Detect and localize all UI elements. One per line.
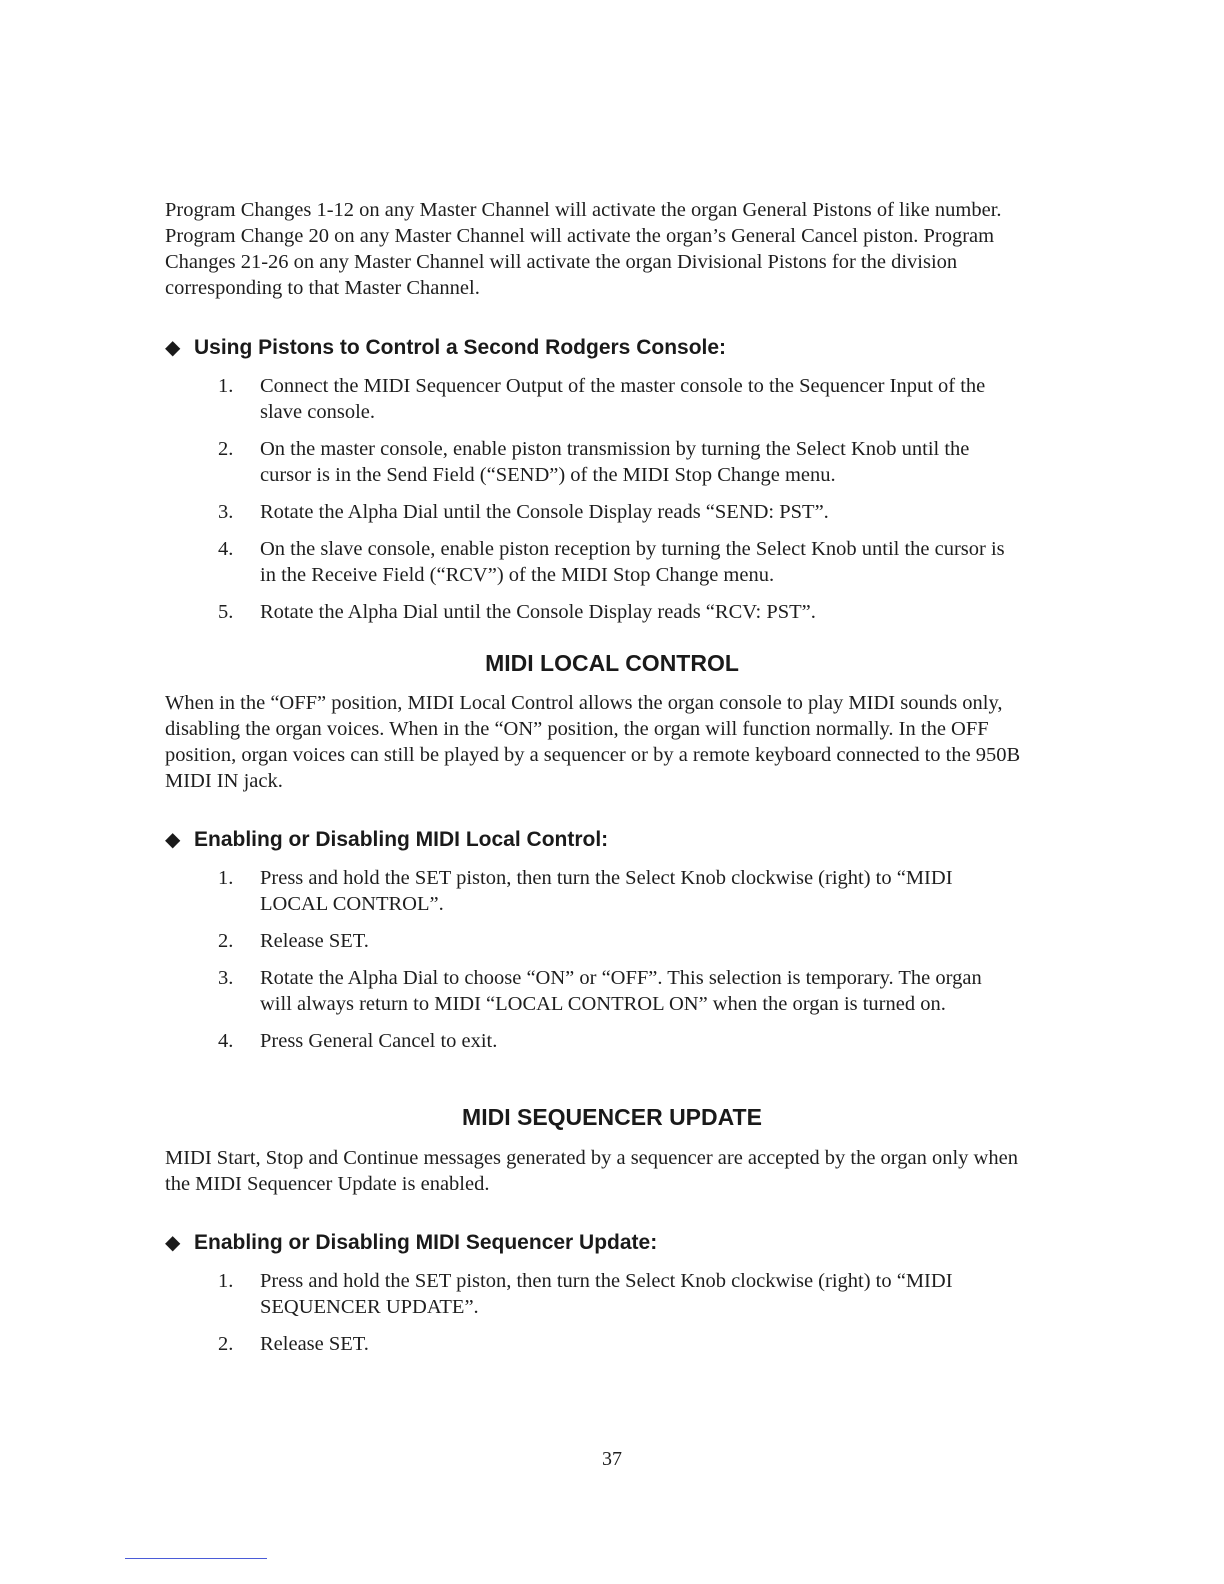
pistons-subheading [165,335,726,361]
step-text: Press and hold the SET piston, then turn the Select Knob clockwise (right) to “MIDI LOCAL CONTROL”. [260,867,953,915]
list-item [218,928,1018,954]
list-item [218,373,1018,425]
step-number: 1. [218,867,234,889]
footer-divider [125,1558,267,1559]
step-text: Connect the MIDI Sequencer Output of the master console to the Sequencer Input of the slave console. [260,375,986,423]
local-control-subheading-text: Enabling or Disabling MIDI Local Control: [194,828,609,851]
sequencer-update-title: MIDI SEQUENCER UPDATE [462,1104,762,1130]
list-item [218,1028,1018,1054]
list-item [218,965,1018,1017]
list-item [218,1331,1018,1357]
list-item [218,436,1018,488]
step-text: Rotate the Alpha Dial until the Console Display reads “RCV: PST”. [260,601,816,623]
step-text: Press and hold the SET piston, then turn the Select Knob clockwise (right) to “MIDI SEQUENCER UPDATE”. [260,1270,953,1318]
list-item [218,536,1018,588]
bullet-diamond-icon: ◆ [165,1232,181,1254]
pistons-subheading-text: Using Pistons to Control a Second Rodgers Console: [194,336,727,359]
page-number: 37 [602,1448,622,1470]
step-number: 4. [218,538,234,560]
step-number: 3. [218,967,234,989]
sequencer-update-paragraph: MIDI Start, Stop and Continue messages generated by a sequencer are accepted by the organ only when the MIDI Sequencer Update is enabled. [165,1147,1018,1195]
local-control-steps-list [218,865,1018,1065]
bullet-diamond-icon: ◆ [165,829,181,851]
list-item [218,499,1018,525]
intro-paragraph: Program Changes 1-12 on any Master Channel will activate the organ General Pistons of like number. Program Change 20 on any Master Channel will activate the organ’s General Cancel piston. Program Changes 21-26 on any Master Channel will activate the organ Divisional Pistons for the division corresponding to that Master Channel. [165,199,1002,299]
sequencer-update-subheading [165,1230,657,1256]
step-number: 2. [218,930,234,952]
step-number: 5. [218,601,234,623]
list-item [218,865,1018,917]
list-item [218,599,1018,625]
local-control-paragraph: When in the “OFF” position, MIDI Local Control allows the organ console to play MIDI sounds only, disabling the organ voices. When in the “ON” position, the organ will function normally. In the OFF position, organ voices can still be played by a sequencer or by a remote keyboard connected to the 950B MIDI IN jack. [165,692,1021,792]
step-text: Release SET. [260,930,369,952]
step-number: 2. [218,1333,234,1355]
step-text: Rotate the Alpha Dial to choose “ON” or “OFF”. This selection is temporary. The organ will always return to MIDI “LOCAL CONTROL ON” when the organ is turned on. [260,967,982,1015]
list-item [218,1268,1018,1320]
pistons-steps-list [218,373,1018,636]
step-number: 3. [218,501,234,523]
step-text: Press General Cancel to exit. [260,1030,498,1052]
step-number: 4. [218,1030,234,1052]
step-text: On the master console, enable piston transmission by turning the Select Knob until the cursor is in the Send Field (“SEND”) of the MIDI Stop Change menu. [260,438,970,486]
bullet-diamond-icon: ◆ [165,337,181,359]
sequencer-update-steps-list [218,1268,1018,1368]
local-control-subheading [165,827,608,853]
step-text: Release SET. [260,1333,369,1355]
sequencer-update-subheading-text: Enabling or Disabling MIDI Sequencer Update: [194,1231,658,1254]
step-number: 1. [218,375,234,397]
local-control-title: MIDI LOCAL CONTROL [485,650,739,676]
step-text: On the slave console, enable piston reception by turning the Select Knob until the cursor is in the Receive Field (“RCV”) of the MIDI Stop Change menu. [260,538,1005,586]
step-number: 2. [218,438,234,460]
step-number: 1. [218,1270,234,1292]
step-text: Rotate the Alpha Dial until the Console Display reads “SEND: PST”. [260,501,829,523]
